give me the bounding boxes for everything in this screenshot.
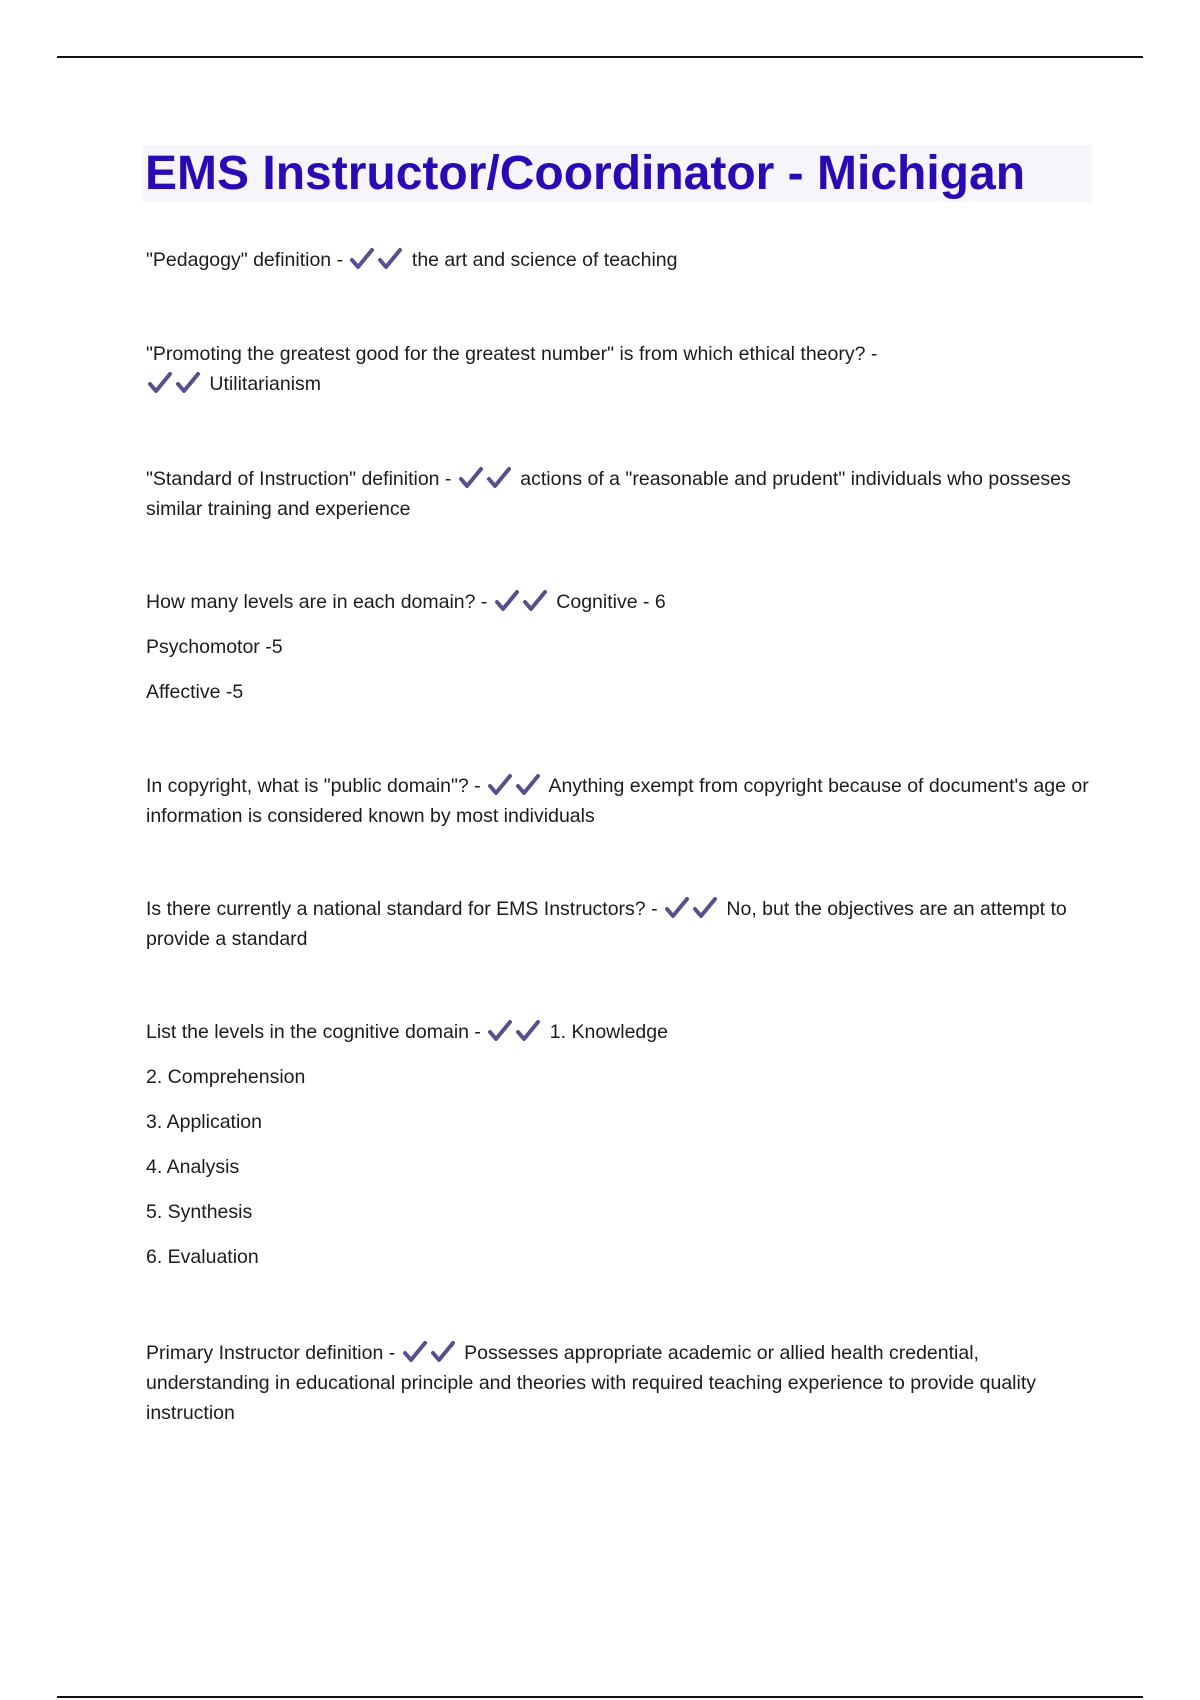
answer-list-item: 2. Comprehension <box>146 1066 306 1088</box>
checkmark-icon <box>487 467 511 489</box>
checkmark-icon <box>350 248 374 270</box>
qa-item-domain-levels <box>146 587 1096 707</box>
qa-item-standard-of-instruction <box>146 464 1096 524</box>
question-text: "Pedagogy" definition - <box>146 249 344 271</box>
checkmark-icon <box>403 1341 427 1363</box>
checkmark-icon <box>378 248 402 270</box>
question-text: List the levels in the cognitive domain - <box>146 1021 481 1043</box>
answer-list-item: 5. Synthesis <box>146 1201 253 1223</box>
question-text: "Standard of Instruction" definition - <box>146 468 452 490</box>
answer-list-item: Psychomotor -5 <box>146 636 283 658</box>
question-text: "Promoting the greatest good for the greatest number" is from which ethical theory? - <box>146 343 878 365</box>
check-marks <box>350 248 402 270</box>
checkmark-icon <box>488 1020 512 1042</box>
qa-item-ethical-theory <box>146 339 1096 399</box>
question-text: Is there currently a national standard for EMS Instructors? - <box>146 898 658 920</box>
document-title: EMS Instructor/Coordinator - Michigan <box>145 147 1026 200</box>
answer-text: Cognitive - 6 <box>556 591 666 613</box>
checkmark-icon <box>459 467 483 489</box>
check-marks <box>488 774 540 796</box>
check-marks <box>459 467 511 489</box>
answer-list-item: Affective -5 <box>146 681 244 703</box>
checkmark-icon <box>431 1341 455 1363</box>
qa-item-public-domain <box>146 771 1096 831</box>
checkmark-icon <box>176 372 200 394</box>
check-marks <box>665 897 717 919</box>
qa-item-primary-instructor <box>146 1338 1096 1428</box>
checkmark-icon <box>516 774 540 796</box>
checkmark-icon <box>488 774 512 796</box>
question-text: How many levels are in each domain? - <box>146 591 488 613</box>
question-text: Primary Instructor definition - <box>146 1342 396 1364</box>
answer-text: Utilitarianism <box>209 373 322 395</box>
answer-text: No, but the objectives are an attempt to provide a standard <box>146 898 1067 950</box>
checkmark-icon <box>495 590 519 612</box>
bottom-rule <box>57 1696 1143 1698</box>
qa-item-pedagogy <box>146 245 1096 275</box>
qa-item-cognitive-levels <box>146 1017 1096 1272</box>
checkmark-icon <box>516 1020 540 1042</box>
check-marks <box>148 372 200 394</box>
answer-text: actions of a "reasonable and prudent" individuals who posseses similar training and experience <box>146 468 1071 520</box>
checkmark-icon <box>523 590 547 612</box>
top-rule <box>57 56 1143 58</box>
question-text: In copyright, what is "public domain"? - <box>146 775 481 797</box>
check-marks <box>403 1341 455 1363</box>
answer-text: Anything exempt from copyright because of document's age or information is considered known by most individuals <box>146 775 1089 827</box>
answer-text: 1. Knowledge <box>549 1021 668 1043</box>
checkmark-icon <box>693 897 717 919</box>
answer-list-item: 6. Evaluation <box>146 1246 259 1268</box>
answer-list-item: 4. Analysis <box>146 1156 240 1178</box>
answer-text: the art and science of teaching <box>411 249 678 271</box>
qa-item-national-standard <box>146 894 1096 954</box>
checkmark-icon <box>665 897 689 919</box>
check-marks <box>488 1020 540 1042</box>
answer-text: Possesses appropriate academic or allied health credential, understanding in educational principle and theories with required teaching experience to provide quality instruction <box>146 1342 1036 1424</box>
answer-list-item: 3. Application <box>146 1111 263 1133</box>
checkmark-icon <box>148 372 172 394</box>
check-marks <box>495 590 547 612</box>
